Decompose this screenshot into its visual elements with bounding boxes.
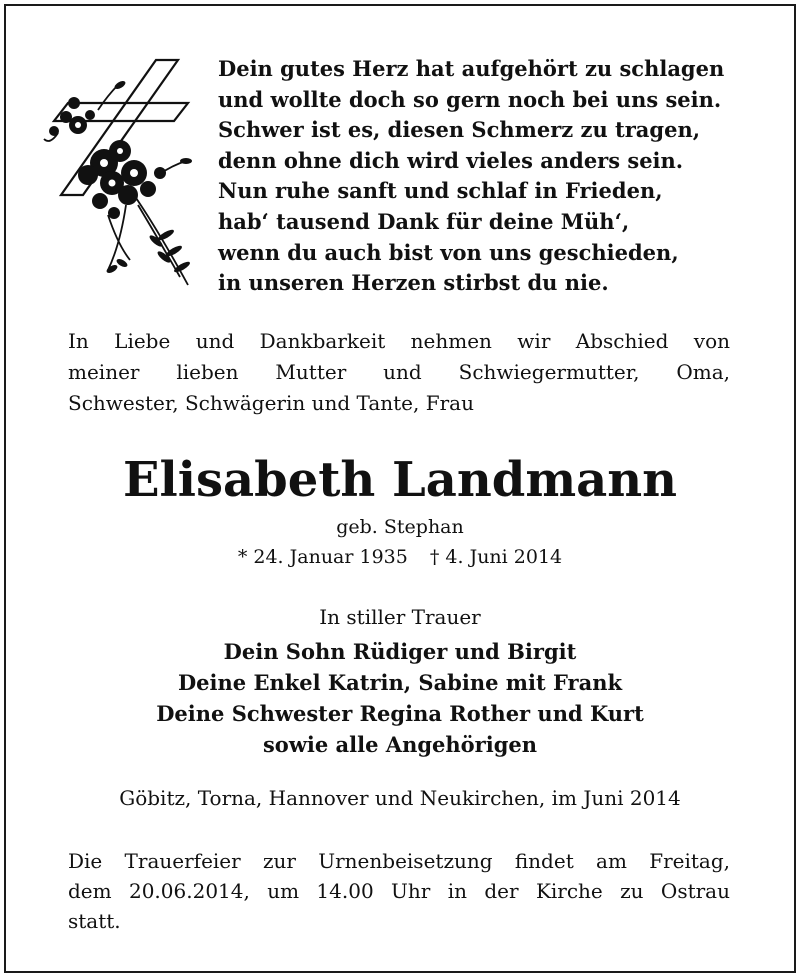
notice-line: Die Trauerfeier zur Urnenbeisetzung findet am Freitag, xyxy=(68,849,730,873)
poem-line: wenn du auch bist von uns geschieden, xyxy=(218,239,679,265)
poem xyxy=(218,54,758,299)
mourning-heading: In stiller Trauer xyxy=(319,605,481,629)
place-and-date: Göbitz, Torna, Hannover und Neukirchen, im Juni 2014 xyxy=(119,786,681,810)
cross-with-roses-icon xyxy=(38,55,198,290)
poem-line: Dein gutes Herz hat aufgehört zu schlagen xyxy=(218,56,725,81)
poem-line: hab‘ tausend Dank für deine Müh‘, xyxy=(218,208,630,234)
life-dates xyxy=(0,546,800,568)
notice-line: dem 20.06.2014, um 14.00 Uhr in der Kirche zu Ostrau xyxy=(68,879,730,903)
poem-line: denn ohne dich wird vieles anders sein. xyxy=(218,147,684,173)
birth-date: * 24. Januar 1935 xyxy=(237,546,408,568)
poem-line: Schwer ist es, diesen Schmerz zu tragen, xyxy=(218,117,701,143)
poem-line: und wollte doch so gern noch bei uns sein. xyxy=(218,86,722,112)
intro-line: Schwester, Schwägerin und Tante, Frau xyxy=(68,391,474,415)
poem-line: Nun ruhe sanft und schlaf in Frieden, xyxy=(218,178,663,204)
mourner-line: Deine Schwester Regina Rother und Kurt xyxy=(156,701,644,726)
mourner-line: sowie alle Angehörigen xyxy=(262,732,538,757)
birth-name: geb. Stephan xyxy=(336,516,464,538)
deceased-name: Elisabeth Landmann xyxy=(122,452,678,508)
intro-line: meiner lieben Mutter und Schwiegermutter, Oma, xyxy=(68,360,730,384)
mourners-list xyxy=(0,636,800,760)
death-date: † 4. Juni 2014 xyxy=(429,546,563,568)
intro-paragraph xyxy=(68,326,730,419)
mourner-line: Deine Enkel Katrin, Sabine mit Frank xyxy=(177,670,623,695)
funeral-notice xyxy=(68,846,730,936)
notice-line: statt. xyxy=(68,909,121,933)
mourner-line: Dein Sohn Rüdiger und Birgit xyxy=(223,639,577,664)
poem-line: in unseren Herzen stirbst du nie. xyxy=(218,270,609,296)
intro-line: In Liebe und Dankbarkeit nehmen wir Abschied von xyxy=(68,329,730,353)
